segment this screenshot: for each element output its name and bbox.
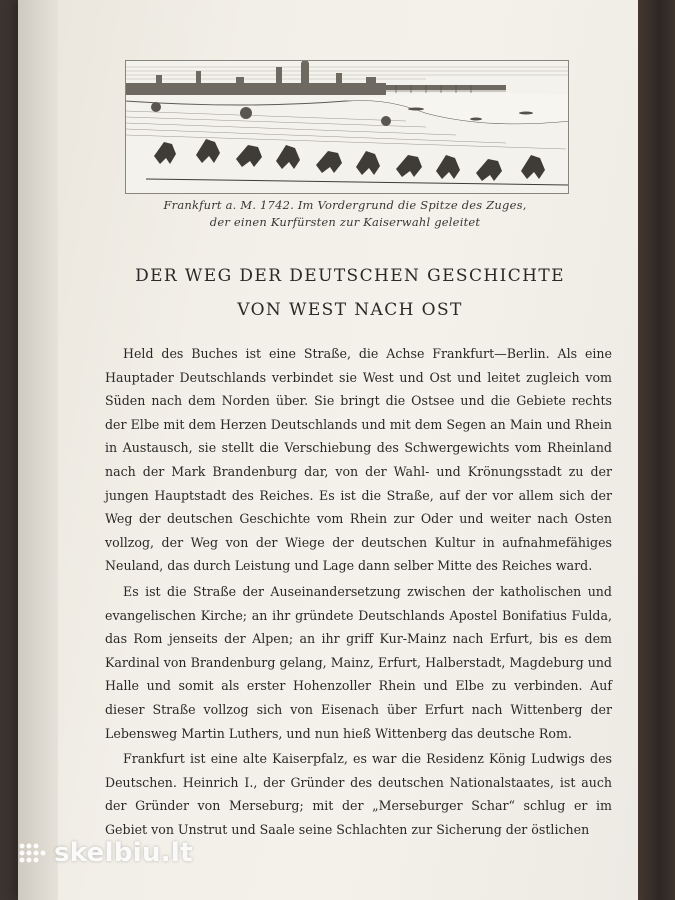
paragraph-2: Es ist die Straße der Auseinandersetzung zwischen der katholischen und evangelischen Kirche; an ihr gründete Deutschlands Apostel Bonifatius Fulda, das Rom jenseits der Alpen; an ihr griff Kur-Mainz nach Erfurt, bis es dem Kardinal von Brandenburg gelang, Mainz, Erfurt, Halberstadt, Magdeburg und Halle und somit als erster Hohenzoller Rhein und Elbe zu verbinden. Auf dieser Straße vollzog sich von Eisenach über Erfurt nach Wittenberg der Lebensweg Martin Luthers, und nun hieß Wittenberg das deutsche Rom. (105, 583, 612, 741)
watermark-text: skelbiu.lt (54, 838, 193, 868)
frankfurt-engraving-image (125, 60, 569, 194)
page-gutter (18, 0, 58, 900)
caption-line-2: der einen Kurfürsten zur Kaiserwahl geleitet (209, 215, 481, 229)
image-caption (120, 197, 570, 231)
skelbiu-watermark (18, 838, 193, 868)
chapter-title-line-1: DER WEG DER DEUTSCHEN GESCHICHTE (135, 266, 565, 286)
background-surface (635, 0, 675, 900)
caption-line-1: Frankfurt a. M. 1742. Im Vordergrund die Spitze des Zuges, (163, 198, 527, 212)
chapter-title-line-2: VON WEST NACH OST (237, 300, 463, 320)
paragraph-3: Frankfurt ist eine alte Kaiserpfalz, es war die Residenz König Ludwigs des Deutschen. Heinrich I., der Gründer des deutschen Nationalstaates, ist auch der Gründer von Merseburg; mit der „Merseburger Schar“ schlug er im Gebiet von Unstrut und Saale seine Schlachten zur Sicherung der östlichen (105, 751, 612, 837)
engraving-drawing (126, 61, 568, 193)
paragraph-1: Held des Buches ist eine Straße, die Achse Frankfurt—Berlin. Als eine Hauptader Deutschlands verbindet sie West und Ost und leitet zugleich vom Süden nach dem Norden über. Sie bringt die Ostsee und die Gebiete rechts der Elbe mit dem Herzen Deutschlands und mit dem Segen an Main und Rhein in Austausch, sie stellt die Verschiebung des Schwergewichts vom Rheinland nach der Mark Brandenburg dar, von der Wahl- und Krönungsstadt zu der jungen Hauptstadt des Reiches. Es ist die Straße, auf der vor allem sich der Weg der deutschen Geschichte vom Rhein zur Oder und weiter nach Osten vollzog, der Weg von der Wiege der deutschen Kultur in aufnahmefähiges Neuland, das durch Leistung und Lage dann selber Mitte des Reiches ward. (105, 346, 612, 574)
watermark-dots-icon (18, 842, 48, 864)
body-text (105, 342, 612, 841)
